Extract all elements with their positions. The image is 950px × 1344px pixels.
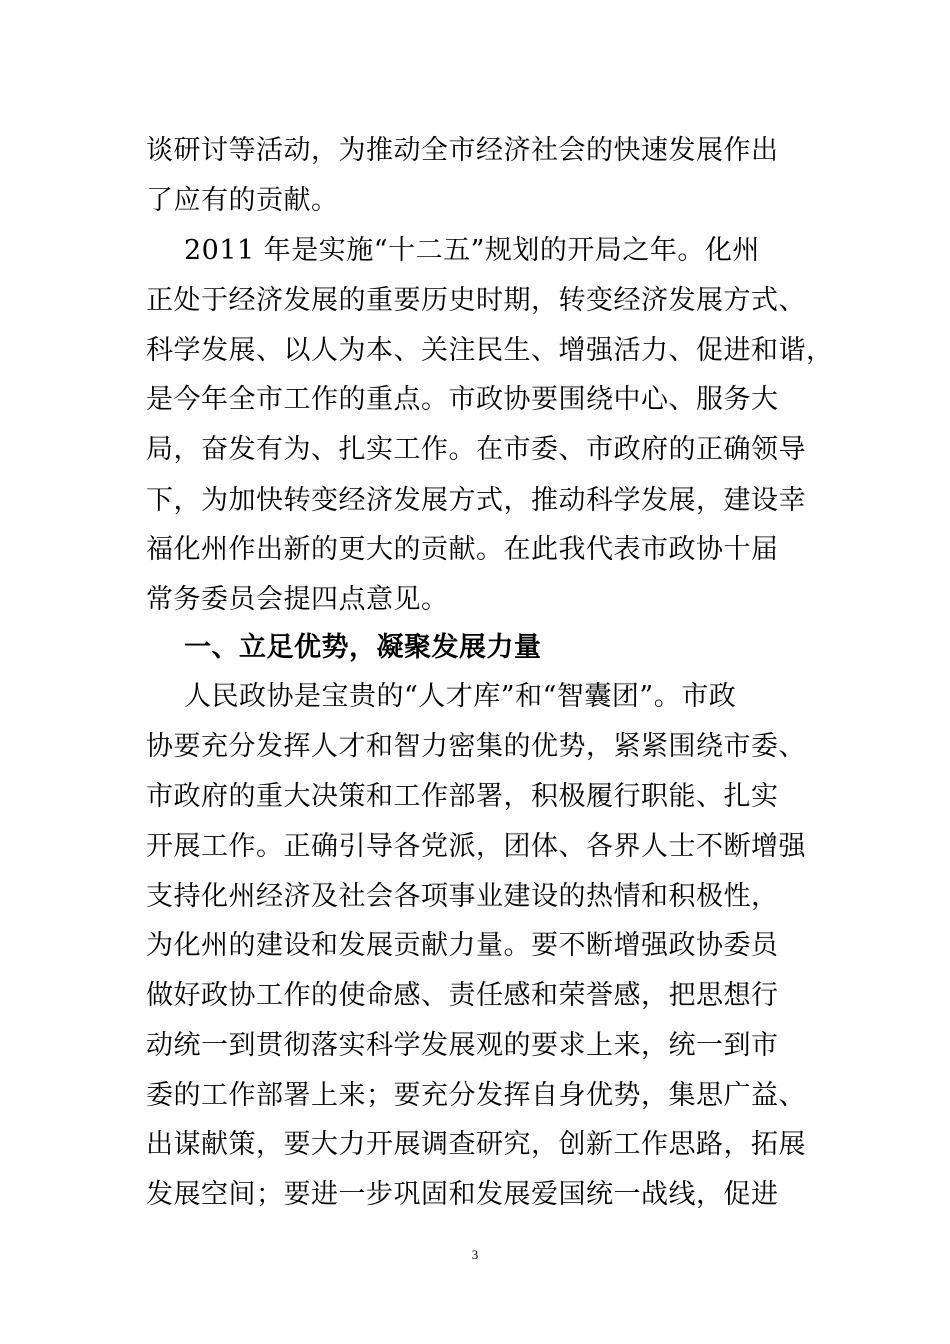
text-line: 市政府的重大决策和工作部署，积极履行职能、扎实: [146, 781, 779, 812]
paragraph-first-line: 2011 年是实施“十二五”规划的开局之年。化州: [184, 235, 760, 266]
text-line: 为化州的建设和发展贡献力量。要不断增强政协委员: [146, 930, 779, 961]
text-line: 了应有的贡献。: [146, 185, 339, 216]
text-line: 正处于经济发展的重要历史时期，转变经济发展方式、: [146, 285, 806, 316]
text-line: 下，为加快转变经济发展方式，推动科学发展，建设幸: [146, 485, 806, 516]
text-line: 科学发展、以人为本、关注民生、增强活力、促进和谐，: [146, 335, 834, 366]
text-line: 谈研讨等活动，为推动全市经济社会的快速发展作出: [146, 135, 779, 166]
text-line: 委的工作部署上来；要充分发挥自身优势，集思广益、: [146, 1080, 806, 1111]
text-line: 发展空间；要进一步巩固和发展爱国统一战线，促进: [146, 1179, 779, 1210]
text-line: 常务委员会提四点意见。: [146, 584, 449, 615]
paragraph-first-line: 人民政协是宝贵的“人才库”和“智囊团”。市政: [184, 681, 737, 712]
text-line: 出谋献策，要大力开展调查研究，创新工作思路，拓展: [146, 1129, 806, 1160]
text-line: 局，奋发有为、扎实工作。在市委、市政府的正确领导: [146, 434, 806, 465]
page-number: 3: [471, 1247, 479, 1262]
text-line: 福化州作出新的更大的贡献。在此我代表市政协十届: [146, 534, 779, 565]
text-line: 做好政协工作的使命感、责任感和荣誉感，把思想行: [146, 980, 779, 1011]
text-line: 开展工作。正确引导各党派，团体、各界人士不断增强: [146, 831, 806, 862]
section-heading: 一、立足优势，凝聚发展力量: [184, 632, 542, 663]
text-line: 是今年全市工作的重点。市政协要围绕中心、服务大: [146, 384, 779, 415]
text-line: 协要充分发挥人才和智力密集的优势，紧紧围绕市委、: [146, 731, 806, 762]
text-line: 支持化州经济及社会各项事业建设的热情和积极性，: [146, 881, 779, 912]
text-line: 动统一到贯彻落实科学发展观的要求上来，统一到市: [146, 1030, 779, 1061]
